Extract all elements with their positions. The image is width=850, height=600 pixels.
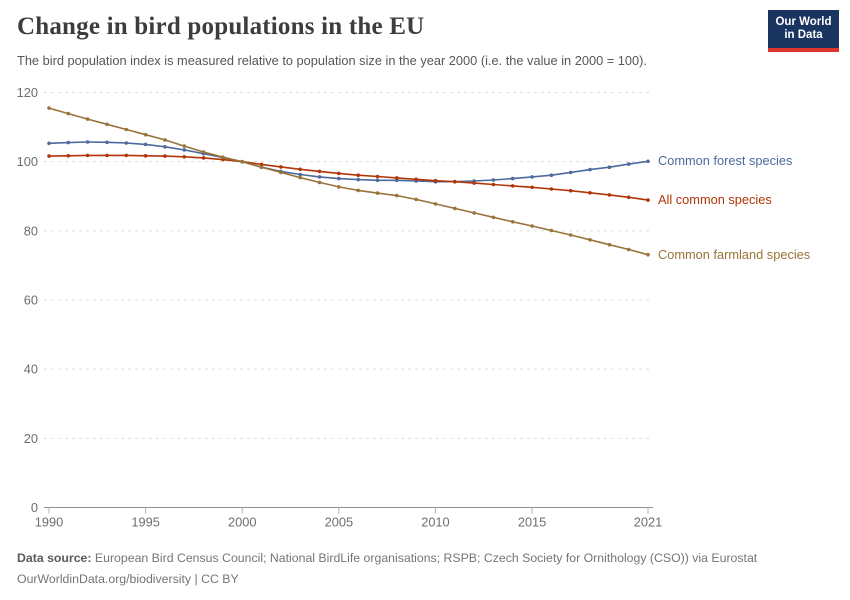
series-label-common-farmland-species: Common farmland species [658, 246, 811, 262]
data-point-common-farmland-species-2016 [550, 229, 554, 233]
data-point-common-farmland-species-2015 [530, 224, 534, 228]
data-point-common-farmland-species-2007 [376, 191, 380, 195]
data-point-common-farmland-species-2008 [395, 194, 399, 198]
data-point-all-common-species-1997 [183, 155, 187, 159]
data-source-text: European Bird Census Council; National BirdLife organisations; RSPB; Czech Society for Ornithology (CSO)) via Eurostat [91, 551, 758, 565]
data-point-common-farmland-species-2002 [279, 171, 283, 175]
data-point-all-common-species-2006 [356, 173, 360, 177]
data-point-common-farmland-species-2009 [414, 198, 418, 202]
data-point-common-forest-species-2015 [530, 175, 534, 179]
data-point-common-farmland-species-1997 [183, 144, 187, 148]
data-point-all-common-species-2004 [318, 170, 322, 174]
owid-logo-line1: Our World [775, 16, 832, 28]
data-point-common-farmland-species-2011 [453, 207, 457, 211]
data-point-common-forest-species-2007 [376, 179, 380, 183]
chart-footer [17, 548, 757, 590]
x-tick-label-2000: 2000 [227, 514, 257, 530]
x-tick-label-1990: 1990 [34, 514, 64, 530]
data-point-common-forest-species-2013 [492, 178, 496, 182]
data-point-common-forest-species-2019 [608, 165, 612, 169]
owid-logo-line2: in Data [784, 29, 823, 41]
y-tick-label-40: 40 [23, 361, 38, 377]
data-source-label: Data source: [17, 551, 92, 565]
data-point-all-common-species-1995 [144, 154, 148, 158]
series-line-all-common-species [49, 155, 648, 200]
data-point-common-forest-species-2017 [569, 171, 573, 175]
data-point-common-forest-species-2014 [511, 177, 515, 181]
data-point-all-common-species-2017 [569, 189, 573, 193]
data-point-common-forest-species-2003 [298, 173, 302, 177]
data-point-common-forest-species-1995 [144, 143, 148, 147]
series-label-common-forest-species: Common forest species [658, 153, 793, 169]
data-point-all-common-species-2008 [395, 176, 399, 180]
data-point-common-farmland-species-1998 [202, 150, 206, 154]
data-point-common-forest-species-1991 [67, 141, 71, 145]
data-point-all-common-species-2003 [298, 168, 302, 172]
data-point-common-farmland-species-2010 [434, 202, 438, 206]
data-point-all-common-species-1992 [86, 154, 90, 158]
data-point-common-farmland-species-2018 [588, 238, 592, 242]
data-point-common-farmland-species-2012 [472, 211, 476, 215]
data-point-common-farmland-species-1990 [47, 106, 51, 110]
data-point-all-common-species-2015 [530, 186, 534, 190]
data-point-common-farmland-species-2019 [608, 243, 612, 247]
data-point-all-common-species-2010 [434, 179, 438, 183]
data-point-common-forest-species-1990 [47, 142, 51, 146]
owid-url-link[interactable]: OurWorldinData.org/biodiversity [17, 572, 192, 586]
data-point-common-farmland-species-1992 [86, 117, 90, 121]
data-point-all-common-species-2011 [453, 180, 457, 184]
y-tick-label-60: 60 [23, 292, 38, 308]
x-tick-label-2005: 2005 [324, 514, 354, 530]
data-point-common-forest-species-1994 [125, 141, 129, 145]
y-tick-label-80: 80 [23, 223, 38, 239]
data-point-common-farmland-species-1994 [125, 128, 129, 132]
data-point-all-common-species-1991 [67, 154, 71, 158]
data-point-common-forest-species-1996 [163, 145, 167, 149]
data-point-common-farmland-species-2000 [240, 160, 244, 164]
data-point-all-common-species-2014 [511, 184, 515, 188]
data-point-common-farmland-species-2021 [646, 253, 650, 257]
data-point-all-common-species-2005 [337, 172, 341, 176]
data-point-common-farmland-species-2013 [492, 216, 496, 220]
data-source-line [17, 548, 757, 569]
license-line [17, 569, 757, 590]
data-point-common-farmland-species-2004 [318, 181, 322, 185]
data-point-common-forest-species-1997 [183, 148, 187, 152]
y-tick-label-0: 0 [30, 500, 38, 515]
data-point-common-farmland-species-2017 [569, 233, 573, 237]
data-point-common-farmland-species-1993 [105, 123, 109, 127]
data-point-all-common-species-2009 [414, 178, 418, 182]
data-point-common-farmland-species-2005 [337, 185, 341, 189]
data-point-common-farmland-species-2014 [511, 220, 515, 224]
data-point-common-farmland-species-1996 [163, 138, 167, 142]
page-title: Change in bird populations in the EU [17, 13, 425, 40]
data-point-common-forest-species-2006 [356, 178, 360, 182]
data-point-common-farmland-species-1991 [67, 112, 71, 116]
data-point-common-forest-species-1992 [86, 140, 90, 144]
data-point-common-forest-species-2005 [337, 177, 341, 181]
data-point-common-forest-species-1993 [105, 141, 109, 145]
x-tick-label-2010: 2010 [421, 514, 450, 530]
y-tick-label-120: 120 [16, 85, 38, 100]
data-point-all-common-species-1996 [163, 154, 167, 158]
series-line-common-farmland-species [49, 108, 648, 255]
data-point-common-farmland-species-1995 [144, 133, 148, 137]
data-point-all-common-species-1993 [105, 154, 109, 158]
data-point-all-common-species-2018 [588, 191, 592, 195]
series-label-all-common-species: All common species [658, 192, 772, 208]
data-point-common-forest-species-2020 [627, 162, 631, 166]
data-point-all-common-species-1994 [125, 154, 129, 158]
data-point-all-common-species-2021 [646, 198, 650, 202]
data-point-common-farmland-species-2001 [260, 165, 264, 169]
data-point-all-common-species-2016 [550, 187, 554, 191]
y-tick-label-100: 100 [16, 154, 38, 170]
data-point-all-common-species-2019 [608, 193, 612, 197]
y-tick-label-20: 20 [23, 430, 38, 446]
data-point-common-farmland-species-2006 [356, 189, 360, 193]
x-tick-label-1995: 1995 [131, 514, 160, 530]
x-tick-label-2015: 2015 [517, 514, 547, 530]
series-line-common-forest-species [49, 142, 648, 182]
data-point-all-common-species-1998 [202, 156, 206, 160]
data-point-common-farmland-species-2020 [627, 248, 631, 252]
data-point-common-farmland-species-1999 [221, 155, 225, 159]
data-point-common-forest-species-2016 [550, 173, 554, 177]
data-point-all-common-species-1990 [47, 154, 51, 158]
data-point-common-forest-species-2004 [318, 175, 322, 179]
data-point-common-forest-species-2018 [588, 168, 592, 172]
page-subtitle: The bird population index is measured relative to population size in the year 2000 (i.e. the value in 2000 = 100). [17, 53, 647, 68]
data-point-common-farmland-species-2003 [298, 176, 302, 180]
data-point-all-common-species-2020 [627, 196, 631, 200]
data-point-all-common-species-2007 [376, 175, 380, 179]
data-point-common-forest-species-2021 [646, 160, 650, 164]
data-point-all-common-species-2013 [492, 183, 496, 187]
data-point-all-common-species-2012 [472, 181, 476, 185]
license-text: | CC BY [191, 572, 239, 586]
data-point-all-common-species-2002 [279, 165, 283, 169]
x-tick-label-2021: 2021 [633, 514, 663, 530]
